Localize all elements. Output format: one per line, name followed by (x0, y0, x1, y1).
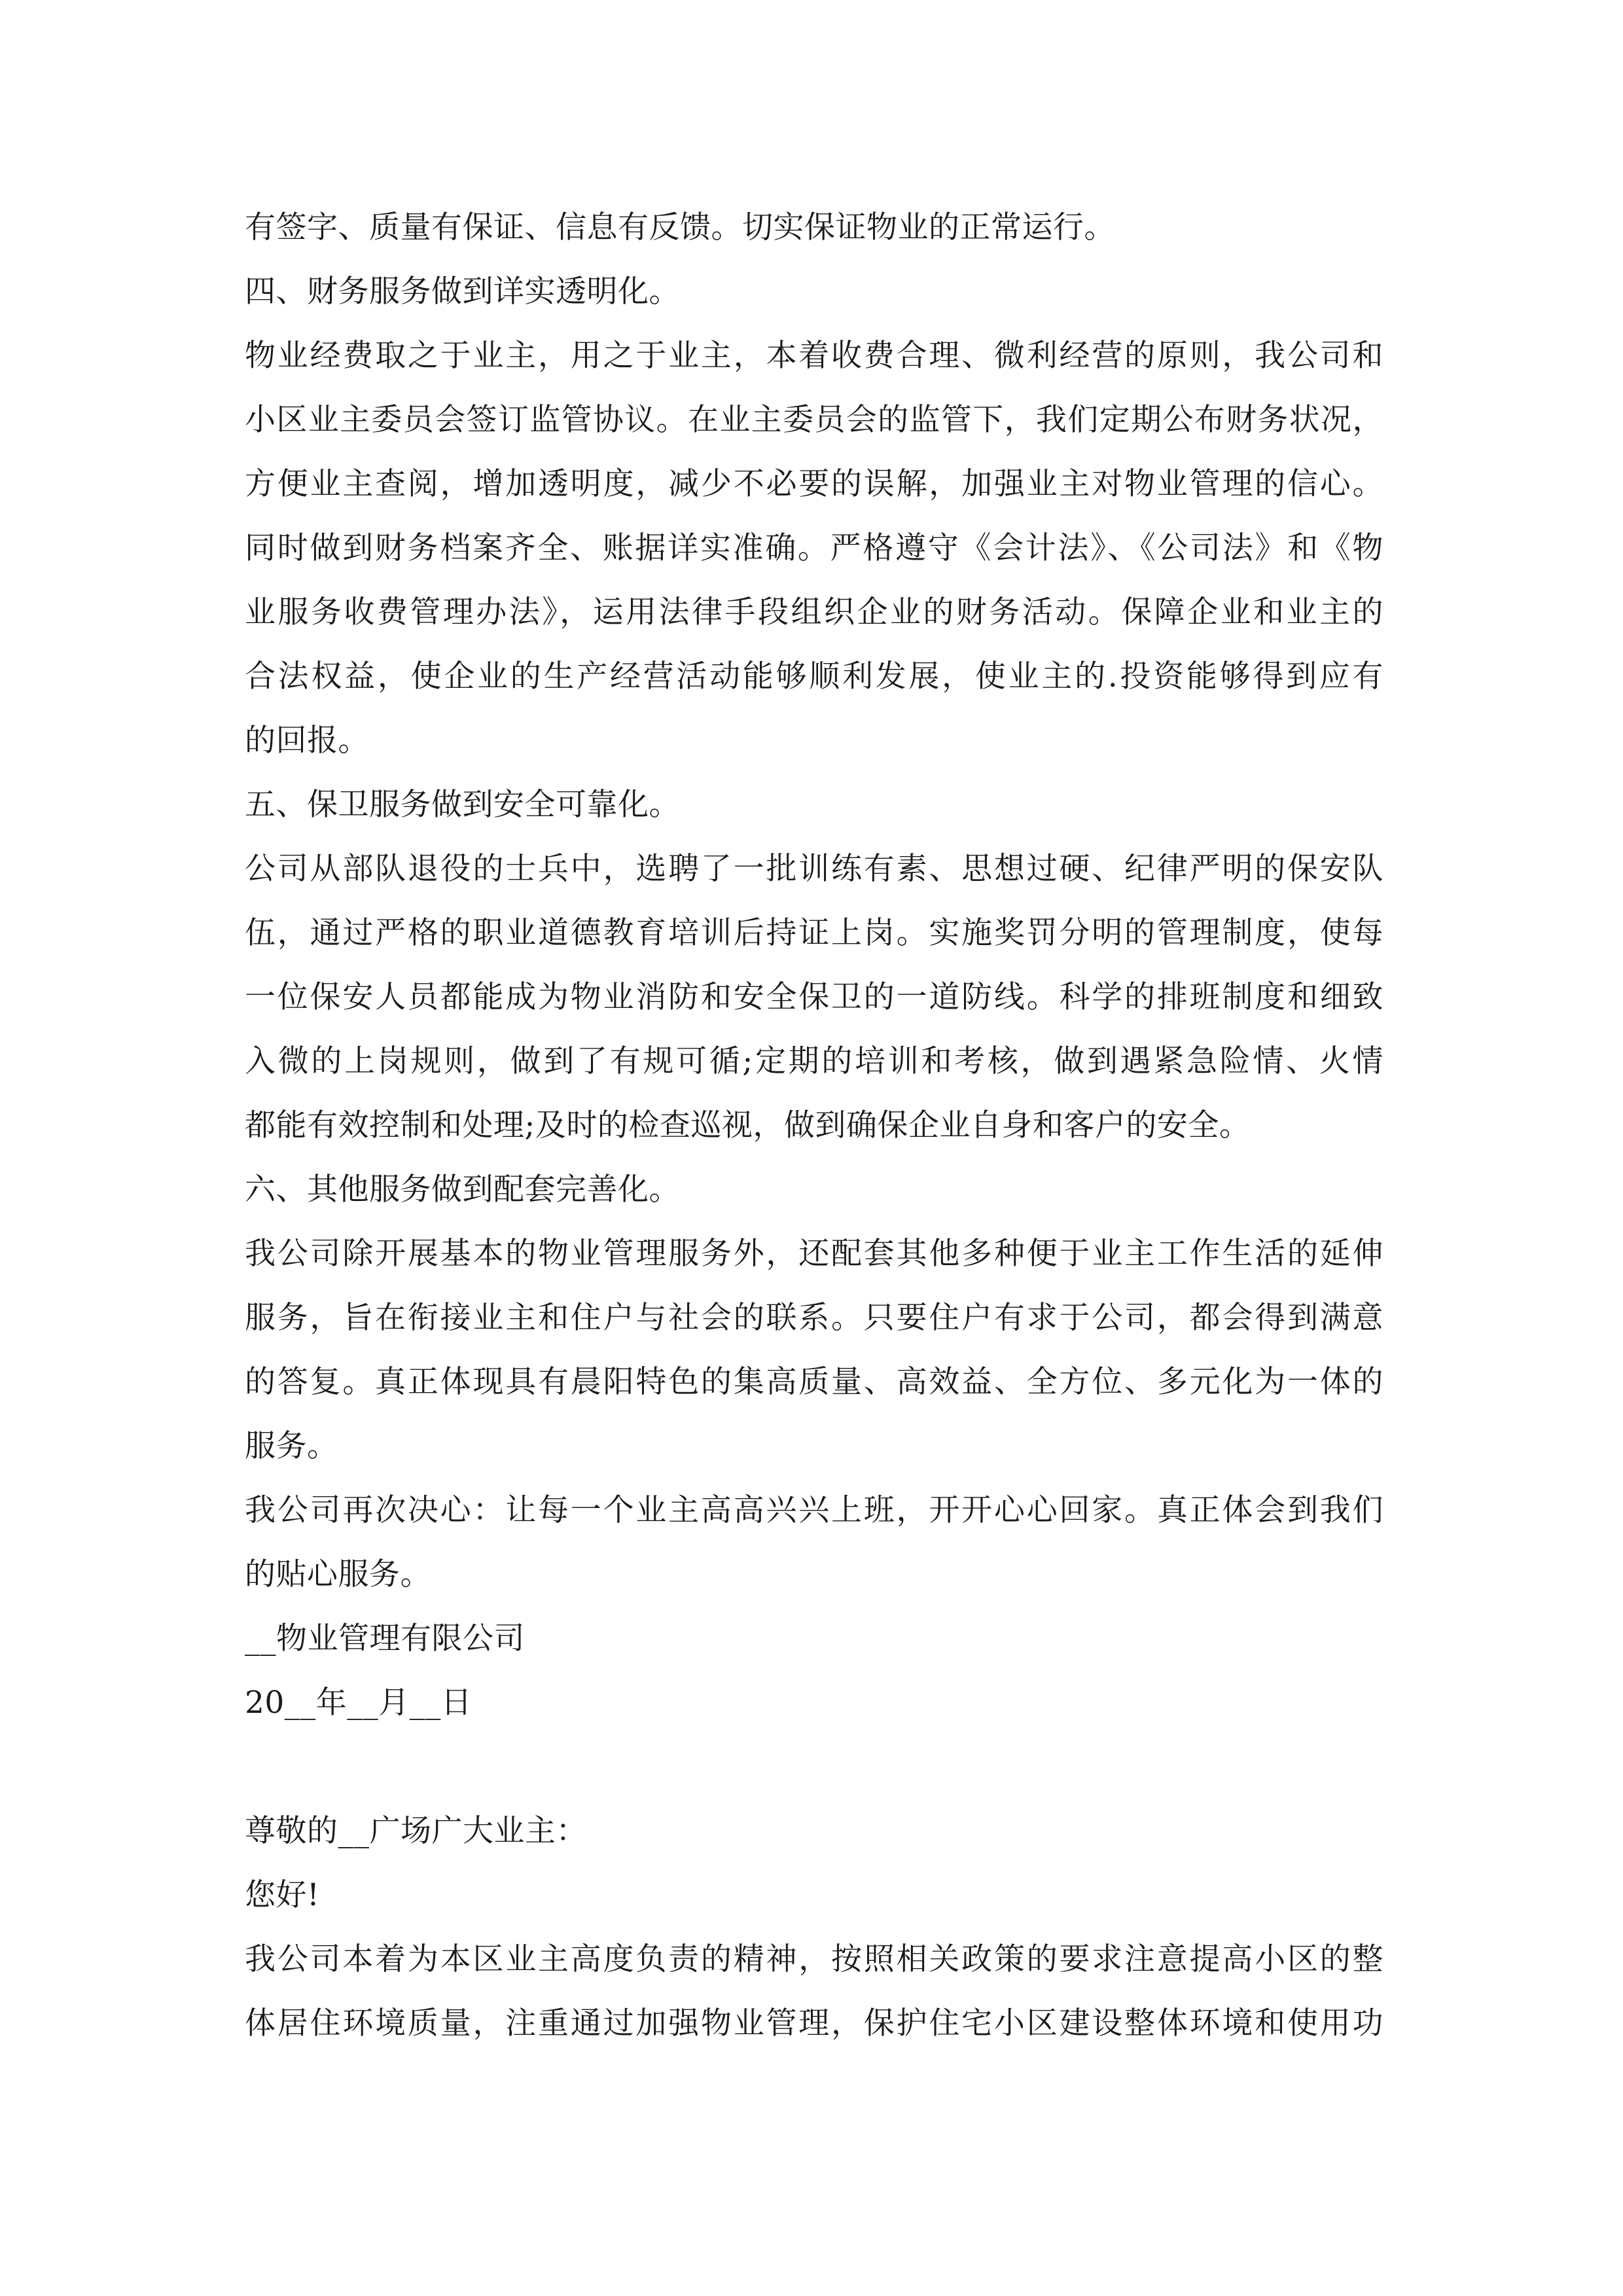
paragraph-line: 小区业主委员会签订监管协议。在业主委员会的监管下，我们定期公布财务状况， (245, 402, 1383, 438)
paragraph-line: 同时做到财务档案齐全、账据详实准确。严格遵守《会计法》、《公司法》和《物 (245, 530, 1383, 566)
paragraph-line: 我公司再次决心：让每一个业主高高兴兴上班，开开心心回家。真正体会到我们 (245, 1492, 1383, 1528)
paragraph-line: 入微的上岗规则，做到了有规可循;定期的培训和考核，做到遇紧急险情、火情 (245, 1043, 1383, 1079)
paragraph-line: 物业经费取之于业主，用之于业主，本着收费合理、微利经营的原则，我公司和 (245, 338, 1383, 374)
letter-salutation: 尊敬的__广场广大业主： (245, 1813, 587, 1849)
section-heading: 五、保卫服务做到安全可靠化。 (245, 787, 680, 823)
paragraph-line: 都能有效控制和处理;及时的检查巡视，做到确保企业自身和客户的安全。 (245, 1107, 1251, 1143)
paragraph-line: 一位保安人员都能成为物业消防和安全保卫的一道防线。科学的排班制度和细致 (245, 979, 1383, 1015)
paragraph-line: 业服务收费管理办法》，运用法律手段组织企业的财务活动。保障企业和业主的 (245, 594, 1383, 630)
paragraph-line: 我公司除开展基本的物业管理服务外，还配套其他多种便于业主工作生活的延伸 (245, 1236, 1383, 1272)
section-heading: 四、财务服务做到详实透明化。 (245, 274, 680, 310)
paragraph-line: 的回报。 (245, 723, 369, 759)
paragraph-line: 有签字、质量有保证、信息有反馈。切实保证物业的正常运行。 (245, 209, 1115, 245)
paragraph-line: 的答复。真正体现具有晨阳特色的集高质量、高效益、全方位、多元化为一体的 (245, 1364, 1383, 1400)
signature-date: 20__年__月__日 (245, 1685, 473, 1721)
paragraph-line: 体居住环境质量，注重通过加强物业管理，保护住宅小区建设整体环境和使用功 (245, 2005, 1383, 2041)
paragraph-line: 服务。 (245, 1428, 338, 1464)
paragraph-line: 伍，通过严格的职业道德教育培训后持证上岗。实施奖罚分明的管理制度，使每 (245, 915, 1383, 951)
letter-greeting: 您好! (245, 1877, 320, 1913)
section-heading: 六、其他服务做到配套完善化。 (245, 1172, 680, 1208)
paragraph-line: 服务，旨在衔接业主和住户与社会的联系。只要住户有求于公司，都会得到满意 (245, 1300, 1383, 1336)
signature-company: __物业管理有限公司 (245, 1621, 525, 1657)
paragraph-line: 合法权益，使企业的生产经营活动能够顺利发展，使业主的.投资能够得到应有 (245, 658, 1383, 694)
paragraph-line: 我公司本着为本区业主高度负责的精神，按照相关政策的要求注意提高小区的整 (245, 1941, 1383, 1977)
paragraph-line: 公司从部队退役的士兵中，选聘了一批训练有素、思想过硬、纪律严明的保安队 (245, 851, 1383, 887)
paragraph-line: 的贴心服务。 (245, 1556, 431, 1592)
paragraph-line: 方便业主查阅，增加透明度，减少不必要的误解，加强业主对物业管理的信心。 (245, 466, 1383, 502)
